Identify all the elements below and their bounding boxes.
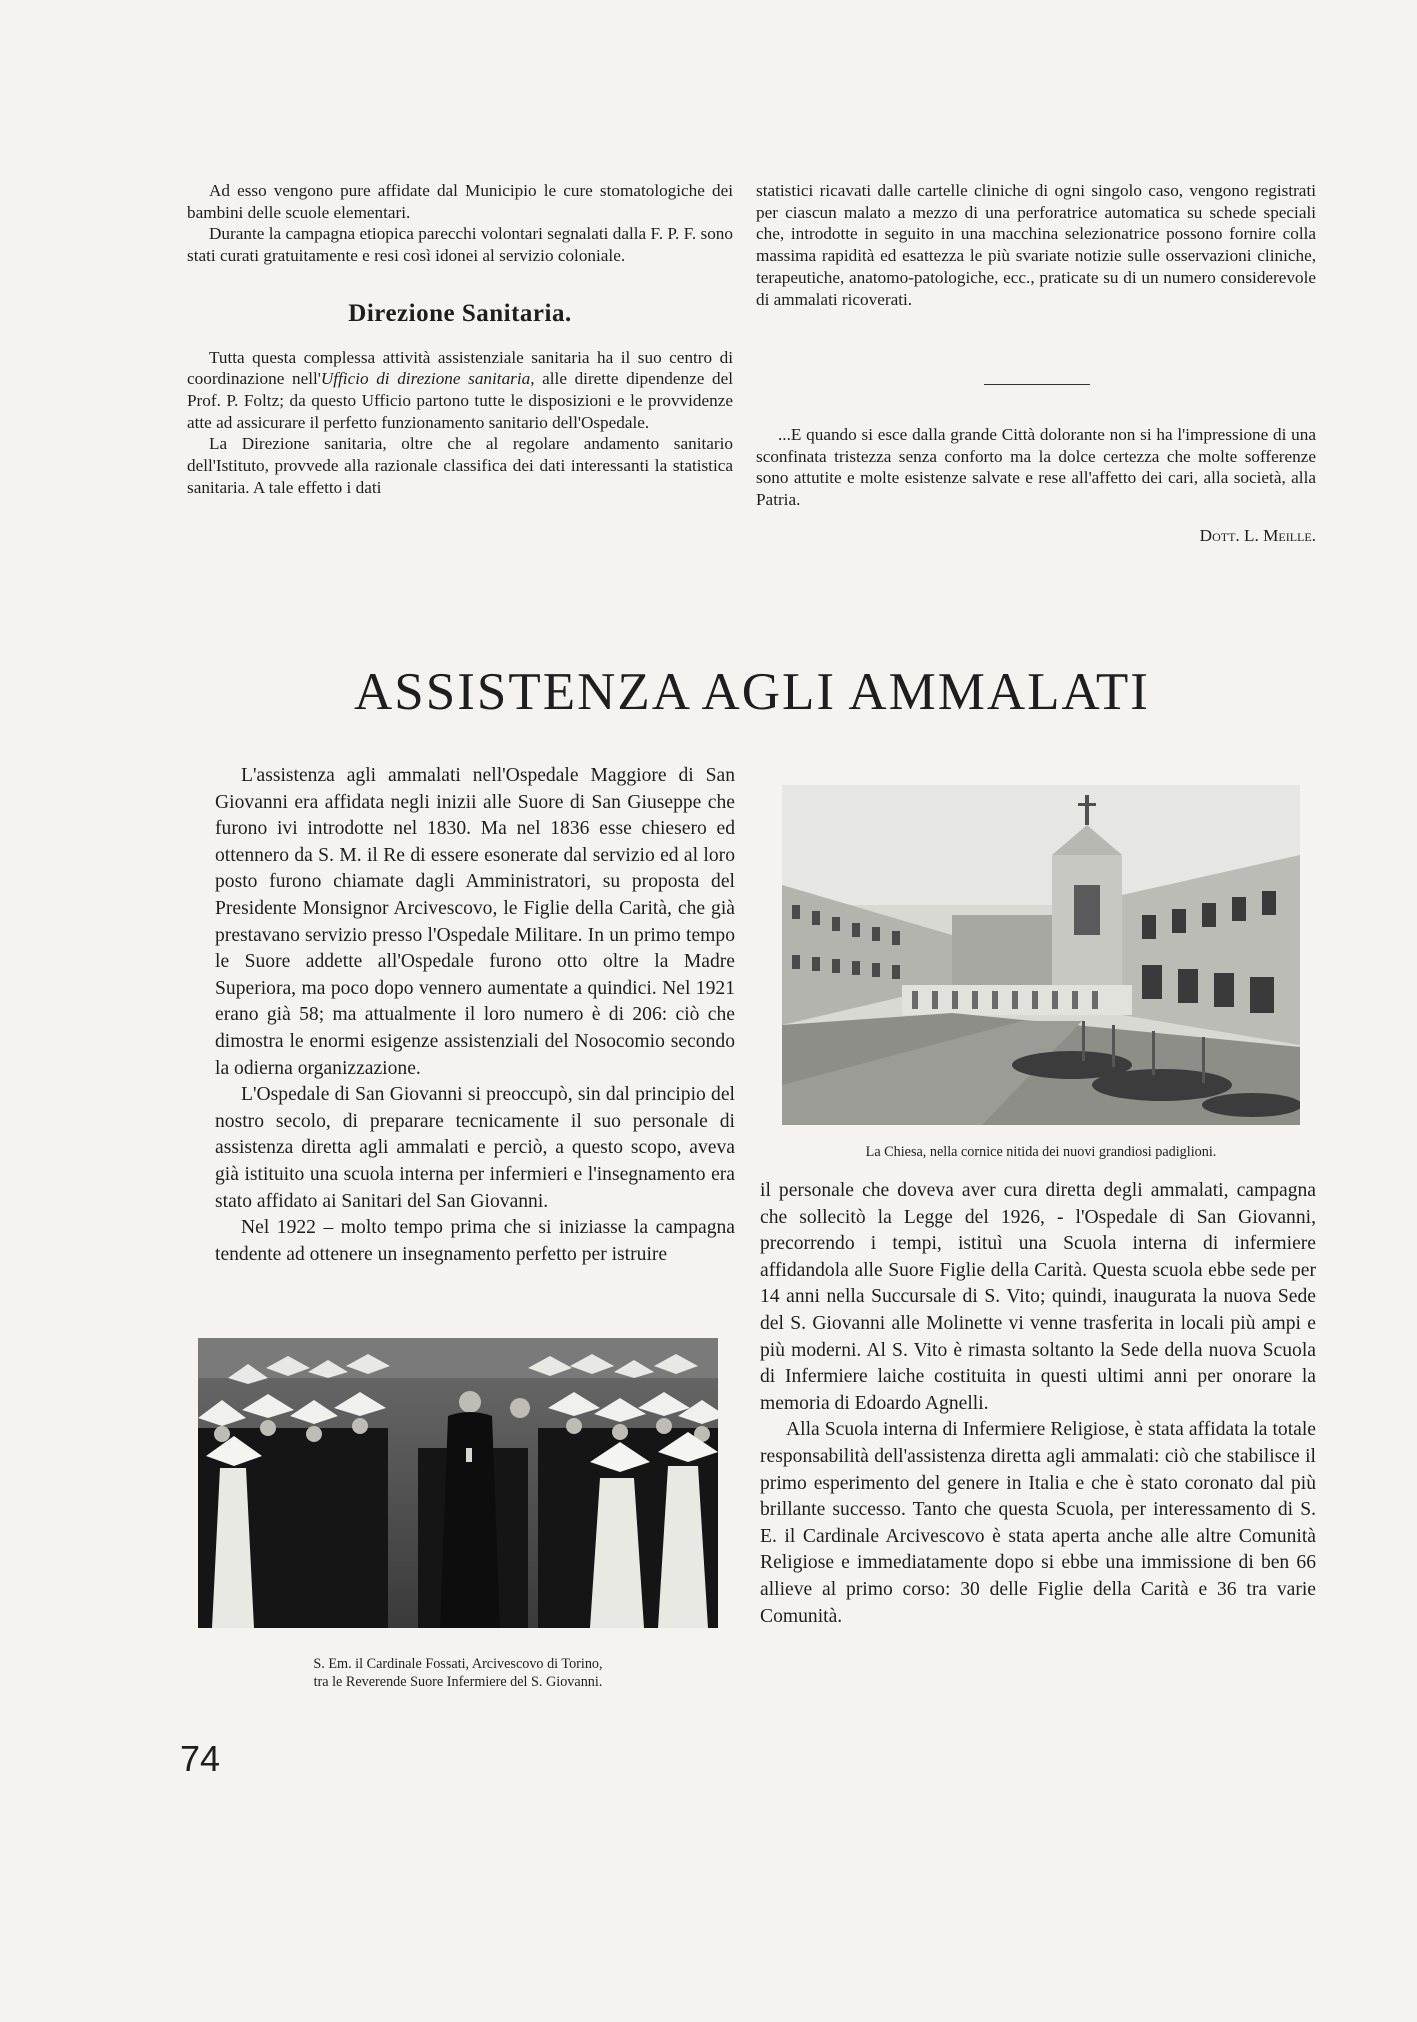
paragraph: Nel 1922 – molto tempo prima che si iniziasse la campagna tendente ad ottenere un insegnamento perfetto per istruire [215, 1217, 735, 1265]
paragraph: La Direzione sanitaria, oltre che al regolare andamento sanitario dell'Istituto, provvede alla razionale classifica dei dati interessanti la statistica sanitaria. A tale effetto i dati [187, 434, 733, 497]
caption-line: S. Em. il Cardinale Fossati, Arcivescovo di Torino, [313, 1656, 603, 1672]
photo-cardinal-with-nuns [198, 1338, 718, 1628]
paragraph: statistici ricavati dalle cartelle cliniche di ogni singolo caso, vengono registrati per ciascun malato a mezzo di una perforatrice automatica su schede speciali che, introdotte in seguito in una macchina selezionatrice possono fornire colla massima rapidità ed esattezza le più svariate notizie sulle osservazioni cliniche, terapeutiche, anatomo-patologiche, ecc., praticate su di un numero considerevole di ammalati ricoverati. [756, 181, 1316, 309]
page-number: 74 [180, 1738, 221, 1779]
article-title: ASSISTENZA AGLI AMMALATI [354, 663, 1150, 721]
paragraph: il personale che doveva aver cura diretta degli ammalati, campagna che sollecitò la Legge del 1926, - l'Ospedale di San Giovanni, precorrendo i tempi, istituì una Scuola interna di infermiere affidandola alle Suore Figlie della Carità. Questa scuola ebbe sede per 14 anni nella Succursale di S. Vito; quindi, inaugurata la nuova Sede del S. Giovanni alle Molinette vi venne trasferita in locali più ampi e più moderni. Al S. Vito è rimasta soltanto la Sede della nuova Scuola di Infermiere laiche costituita in questi ultimi anni per onorare la memoria di Edoardo Agnelli. [760, 1180, 1316, 1414]
paragraph: Durante la campagna etiopica parecchi volontari segnalati dalla F. P. F. sono stati curati gratuitamente e resi così idonei al servizio coloniale. [187, 224, 733, 266]
divider-rule [984, 384, 1090, 385]
paragraph: Alla Scuola interna di Infermiere Religiose, è stata affidata la totale responsabilità dell'assistenza diretta agli ammalati: ciò che stabilisce il primo esperimento del genere in Italia e che è stato coronato dal più brillante successo. Tanto che questa Scuola, per interessamento di S. E. il Cardinale Arcivescovo è stata aperta anche alle altre Comunità Religiose e immediatamente dopo si ebbe una immissione di ben 66 allieve al primo corso: 30 delle Figlie della Carità e 36 tra varie Comunità. [760, 1419, 1316, 1627]
paragraph: L'Ospedale di San Giovanni si preoccupò, sin dal principio del nostro secolo, di preparare tecnicamente il suo personale di assistenza diretta agli ammalati e perciò, a questo scopo, aveva già istituito una scuola interna per infermieri e l'insegnamento era stato affidato ai Sanitari del San Giovanni. [215, 1084, 735, 1212]
caption-line: tra le Reverende Suore Infermiere del S. Giovanni. [313, 1674, 603, 1690]
photo-caption: La Chiesa, nella cornice nitida dei nuovi grandiosi padiglioni. [865, 1144, 1217, 1160]
section-heading: Direzione Sanitaria. [348, 299, 572, 327]
photo-caption [198, 1655, 718, 1691]
paragraph: ...E quando si esce dalla grande Città dolorante non si ha l'impressione di una sconfinata tristezza senza conforto ma la dolce certezza che molte sofferenze sono attutite e molte esistenze salvate e rese all'affetto dei cari, alla società, alla Patria. [756, 425, 1316, 510]
paragraph: Tutta questa complessa attività assistenziale sanitaria ha il suo centro di coordinazione nell'Ufficio di direzione sanitaria, alle dirette dipendenze del Prof. P. Foltz; da questo Ufficio partono tutte le disposizioni e le provvidenze atte ad assicurare il perfetto funzionamento sanitario dell'Ospedale. [187, 347, 733, 432]
emphasis: Ufficio di direzione sanitaria, [320, 369, 535, 389]
top-right-closing [756, 424, 1316, 547]
top-right-column [756, 180, 1316, 310]
bottom-right-column [760, 1178, 1316, 1630]
photo-church-pavilions [782, 785, 1300, 1125]
paragraph: L'assistenza agli ammalati nell'Ospedale Maggiore di San Giovanni era affidata negli inizii alle Suore di San Giuseppe che furono ivi introdotte nel 1830. Ma nel 1836 esse chiesero ed ottennero da S. M. il Re di essere esonerate dal servizio ed al loro posto furono chiamate dagli Amministratori, su proposta del Presidente Monsignor Arcivescovo, le Figlie della Carità, che già prestavano servizio presso l'Ospedale Militare. In un primo tempo le Suore addette all'Ospedale furono otto oltre la Madre Superiora, ma poco dopo vennero aumentate a quindici. Nel 1921 erano già 58; ma attualmente il loro numero è di 206: ciò che dimostra le enormi esigenze assistenziali del Nosocomio secondo la odierna organizzazione. [215, 765, 735, 1079]
author-signature: Dott. L. Meille. [1199, 525, 1316, 545]
bottom-left-column [215, 763, 735, 1268]
paragraph: Ad esso vengono pure affidate dal Municipio le cure stomatologiche dei bambini delle scuole elementari. [187, 181, 733, 222]
top-left-column [187, 180, 733, 498]
